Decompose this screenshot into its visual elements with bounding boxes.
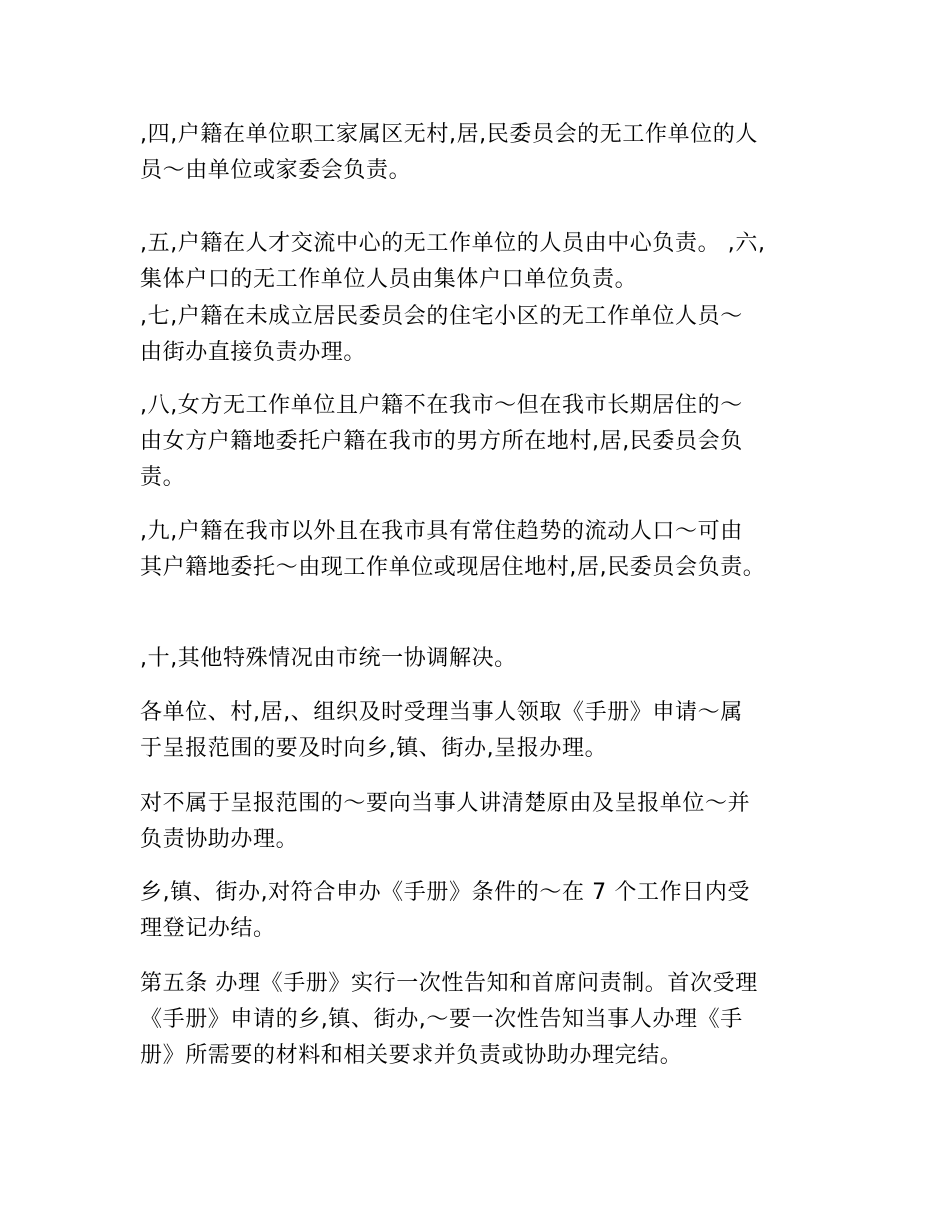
paragraph-9 [140,514,820,586]
paragraph-10 [140,641,820,677]
text-line: 乡,镇、街办,对符合申办《手册》条件的～在 7 个工作日内受 [140,880,750,905]
paragraph-article-5 [140,966,820,1074]
text-line: 负责协助办理。 [140,827,299,852]
text-line: 理登记办结。 [140,916,276,941]
text-line: 各单位、村,居,、组织及时受理当事人领取《手册》申请～属 [140,700,743,725]
text-line: 于呈报范围的要及时向乡,镇、街办,呈报办理。 [140,736,608,761]
paragraph-8 [140,388,820,496]
text-line: 员～由单位或家委会负责。 [140,158,412,183]
text-line: ,八,女方无工作单位且户籍不在我市～但在我市长期居住的～ [140,393,743,418]
paragraph-not-in-scope [140,786,820,858]
paragraph-4 [140,117,820,189]
text-line: ,四,户籍在单位职工家属区无村,居,民委员会的无工作单位的人 [140,122,758,147]
text-line: 责。 [140,465,186,490]
text-line: ,十,其他特殊情况由市统一协调解决。 [140,646,517,671]
text-line: 对不属于呈报范围的～要向当事人讲清楚原由及呈报单位～并 [140,791,751,816]
text-line: ,五,户籍在人才交流中心的无工作单位的人员由中心负责。 ,六, [140,231,766,256]
paragraph-township [140,875,820,947]
text-line: 由街办直接负责办理。 [140,340,367,365]
text-line: 其户籍地委托～由现工作单位或现居住地村,居,民委员会负责。 [140,555,766,580]
text-line: 集体户口的无工作单位人员由集体户口单位负责。 [140,267,638,292]
text-line: 《手册》申请的乡,镇、街办,～要一次性告知当事人办理《手 [140,1007,743,1032]
paragraph-7 [140,299,820,371]
paragraph-5 [140,226,820,298]
text-line: ,九,户籍在我市以外且在我市具有常住趋势的流动人口～可由 [140,519,743,544]
text-line: 册》所需要的材料和相关要求并负责或协助办理完结。 [140,1043,683,1068]
paragraph-units [140,695,820,767]
text-line: ,七,户籍在未成立居民委员会的住宅小区的无工作单位人员～ [140,304,743,329]
text-line: 第五条 办理《手册》实行一次性告知和首席问责制。首次受理 [140,971,758,996]
text-line: 由女方户籍地委托户籍在我市的男方所在地村,居,民委员会负 [140,429,743,454]
